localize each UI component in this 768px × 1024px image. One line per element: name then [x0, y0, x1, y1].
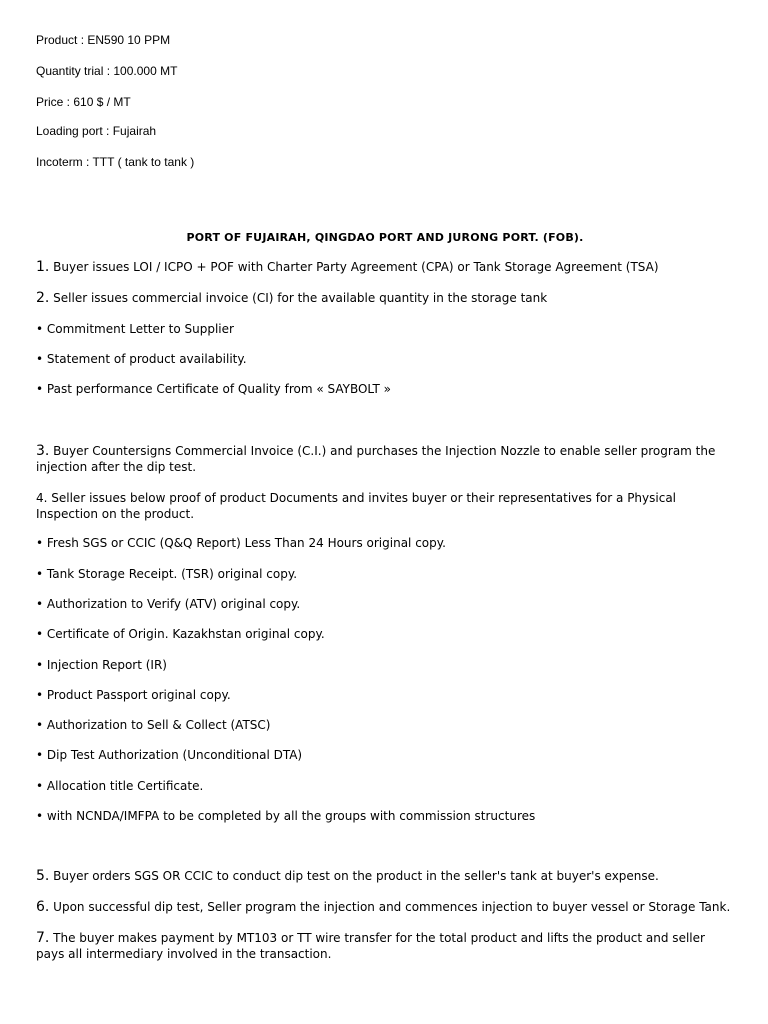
price-line: Price : 610 $ / MT [36, 95, 131, 109]
bullet-item: • Statement of product availability. [36, 352, 247, 366]
step-number: 7. [36, 930, 50, 946]
bullet-item: • Injection Report (IR) [36, 658, 167, 672]
step-text: The buyer makes payment by MT103 or TT wire transfer for the total product and lifts the product and seller pays all intermediary involved in the transaction. [36, 931, 705, 961]
step-number: 6. [36, 899, 50, 915]
bullet-item: • Past performance Certificate of Quality from « SAYBOLT » [36, 382, 391, 396]
step-5 [36, 868, 734, 884]
step-7 [36, 930, 734, 962]
incoterm-line: Incoterm : TTT ( tank to tank ) [36, 155, 195, 169]
bullet-item: • Dip Test Authorization (Unconditional DTA) [36, 748, 303, 762]
step-1 [36, 259, 734, 275]
step-number: 5. [36, 868, 50, 884]
bullet-item: • Fresh SGS or CCIC (Q&Q Report) Less Than 24 Hours original copy. [36, 536, 446, 550]
bullet-item: • Authorization to Verify (ATV) original copy. [36, 597, 301, 611]
step-text: Upon successful dip test, Seller program the injection and commences injection to buyer vessel or Storage Tank. [49, 900, 731, 914]
step-text: Buyer issues LOI / ICPO + POF with Charter Party Agreement (CPA) or Tank Storage Agreement (TSA) [49, 260, 659, 274]
step-3 [36, 443, 734, 475]
bullet-item: • Authorization to Sell & Collect (ATSC) [36, 718, 271, 732]
quantity-line: Quantity trial : 100.000 MT [36, 64, 178, 78]
step-6 [36, 899, 734, 915]
step-text: Buyer orders SGS OR CCIC to conduct dip test on the product in the seller's tank at buyer's expense. [49, 869, 659, 883]
bullet-item: • with NCNDA/IMFPA to be completed by all the groups with commission structures [36, 809, 536, 823]
bullet-item: • Product Passport original copy. [36, 688, 231, 702]
step-text: Seller issues commercial invoice (CI) for the available quantity in the storage tank [49, 291, 548, 305]
bullet-item: • Certificate of Origin. Kazakhstan original copy. [36, 627, 325, 641]
loading-port-line: Loading port : Fujairah [36, 124, 157, 138]
bullet-item: • Commitment Letter to Supplier [36, 322, 234, 336]
step-number: 4. [36, 491, 48, 505]
bullet-item: • Allocation title Certificate. [36, 779, 204, 793]
procedure-heading: PORT OF FUJAIRAH, QINGDAO PORT AND JURONG PORT. (FOB). [186, 231, 584, 244]
step-number: 2. [36, 290, 50, 306]
step-number: 1. [36, 259, 50, 275]
step-text: Buyer Countersigns Commercial Invoice (C.I.) and purchases the Injection Nozzle to enable seller program the injection after the dip test. [36, 444, 716, 474]
bullet-item: • Tank Storage Receipt. (TSR) original copy. [36, 567, 298, 581]
step-text: Seller issues below proof of product Documents and invites buyer or their representatives for a Physical Inspection on the product. [36, 491, 677, 521]
product-line: Product : EN590 10 PPM [36, 33, 171, 47]
step-2 [36, 290, 734, 306]
step-4 [36, 490, 734, 522]
step-number: 3. [36, 443, 50, 459]
